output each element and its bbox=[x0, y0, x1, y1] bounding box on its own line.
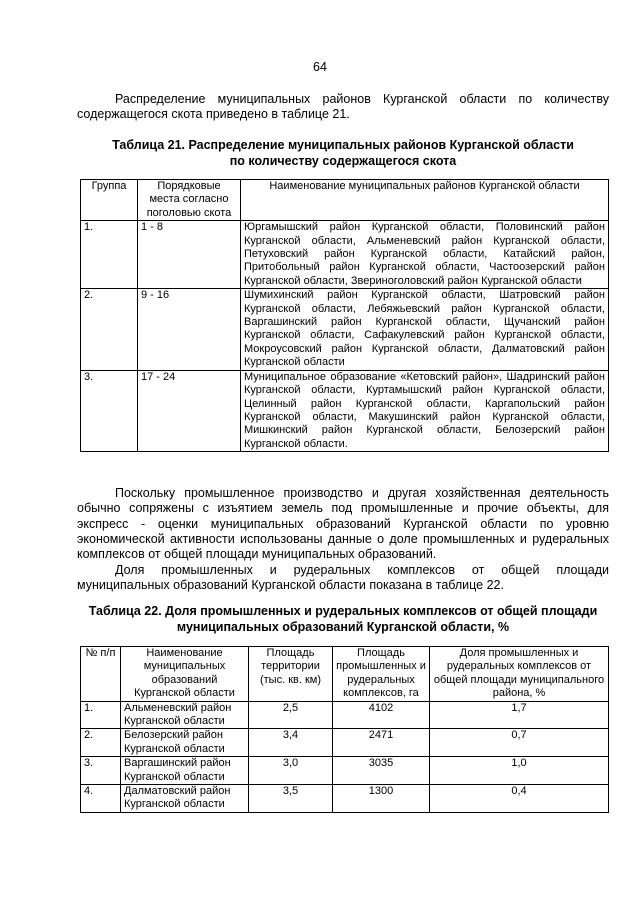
table22-header-area: Площадь территории (тыс. кв. км) bbox=[249, 647, 333, 702]
table-row bbox=[81, 701, 609, 729]
num-cell: 3. bbox=[81, 757, 121, 785]
table22-caption-line2: муниципальных образований Курганской области, % bbox=[176, 619, 510, 634]
area-cell: 3,5 bbox=[249, 785, 333, 813]
table21 bbox=[80, 179, 609, 452]
table21-header-group: Группа bbox=[81, 180, 138, 221]
table21-header-row bbox=[81, 180, 609, 221]
table-row bbox=[81, 729, 609, 757]
num-cell: 2. bbox=[81, 729, 121, 757]
share-cell: 0,4 bbox=[430, 785, 609, 813]
area-cell: 3,4 bbox=[249, 729, 333, 757]
area-cell: 3,0 bbox=[249, 757, 333, 785]
table21-caption-line1: Таблица 21. Распределение муниципальных районов Курганской области bbox=[112, 138, 574, 152]
table21-header-places: Порядковые места согласно поголовью скота bbox=[138, 180, 241, 221]
table22-header-name: Наименование муниципальных образований Курганской области bbox=[121, 647, 249, 702]
group-cell: 3. bbox=[81, 370, 138, 451]
body-paragraph-1: Поскольку промышленное производство и другая хозяйственная деятельность обычно сопряжены с изъятием земель под промышленные и прочие объекты, для экспресс - оценки муниципальных образований Курганской области по уровню экономической активности использованы данные о доле промышленных и рудеральных комплексов от общей площади муниципальных образований. bbox=[77, 486, 609, 562]
table22-header-industrial-area: Площадь промышленных и рудеральных комплексов, га bbox=[333, 647, 430, 702]
table22-header-row bbox=[81, 647, 609, 702]
group-cell: 1. bbox=[81, 221, 138, 289]
table22-caption-line1: Таблица 22. Доля промышленных и рудеральных комплексов от общей площади bbox=[88, 604, 598, 618]
share-cell: 1,7 bbox=[430, 701, 609, 729]
industrial-area-cell: 4102 bbox=[333, 701, 430, 729]
group-cell: 2. bbox=[81, 289, 138, 370]
table21-caption-line2: по количеству содержащегося скота bbox=[229, 153, 457, 168]
table22 bbox=[80, 646, 609, 813]
places-cell: 1 - 8 bbox=[138, 221, 241, 289]
places-cell: 9 - 16 bbox=[138, 289, 241, 370]
table22-header-num: № п/п bbox=[81, 647, 121, 702]
name-cell: Альменевский район Курганской области bbox=[121, 701, 249, 729]
table-row bbox=[81, 370, 609, 451]
places-cell: 17 - 24 bbox=[138, 370, 241, 451]
share-cell: 0,7 bbox=[430, 729, 609, 757]
table-row bbox=[81, 785, 609, 813]
name-cell: Белозерский район Курганской области bbox=[121, 729, 249, 757]
districts-cell: Муниципальное образование «Кетовский район», Шадринский район Курганской области, Куртамышский район Курганской области, Целинный район Курганской области, Каргапольский район Курганской области, Макушинский район Курганской области, Мишкинский район Курганской области, Белозерский район Курганской области. bbox=[241, 370, 609, 451]
industrial-area-cell: 1300 bbox=[333, 785, 430, 813]
name-cell: Варгашинский район Курганской области bbox=[121, 757, 249, 785]
num-cell: 4. bbox=[81, 785, 121, 813]
table21-header-names: Наименование муниципальных районов Курганской области bbox=[241, 180, 609, 221]
table22-caption bbox=[77, 604, 609, 635]
table-row bbox=[81, 221, 609, 289]
industrial-area-cell: 3035 bbox=[333, 757, 430, 785]
share-cell: 1,0 bbox=[430, 757, 609, 785]
table21-caption bbox=[77, 138, 609, 169]
name-cell: Далматовский район Курганской области bbox=[121, 785, 249, 813]
num-cell: 1. bbox=[81, 701, 121, 729]
table-row bbox=[81, 757, 609, 785]
body-paragraph-2: Доля промышленных и рудеральных комплексов от общей площади муниципальных образований Курганской области показана в таблице 22. bbox=[77, 563, 609, 593]
intro-paragraph: Распределение муниципальных районов Курганской области по количеству содержащегося скота приведено в таблице 21. bbox=[77, 92, 609, 122]
area-cell: 2,5 bbox=[249, 701, 333, 729]
table-row bbox=[81, 289, 609, 370]
table22-header-share: Доля промышленных и рудеральных комплексов от общей площади муниципального района, % bbox=[430, 647, 609, 702]
page-number: 64 bbox=[313, 60, 327, 74]
districts-cell: Шумихинский район Курганской области, Шатровский район Курганской области, Лебяжьевский район Курганской области, Варгашинский район Курганской области, Щучанский район Курганской области, Сафакулевский район Курганской области, Мокроусовский район Курганской области, Далматовский район Курганской области bbox=[241, 289, 609, 370]
industrial-area-cell: 2471 bbox=[333, 729, 430, 757]
districts-cell: Юргамышский район Курганской области, Половинский район Курганской области, Альменевский район Курганской области, Петуховский район Курганской области, Катайский район, Притобольный район Курганской области, Частоозерский район Курганской области, Звериноголовский район Курганской области bbox=[241, 221, 609, 289]
